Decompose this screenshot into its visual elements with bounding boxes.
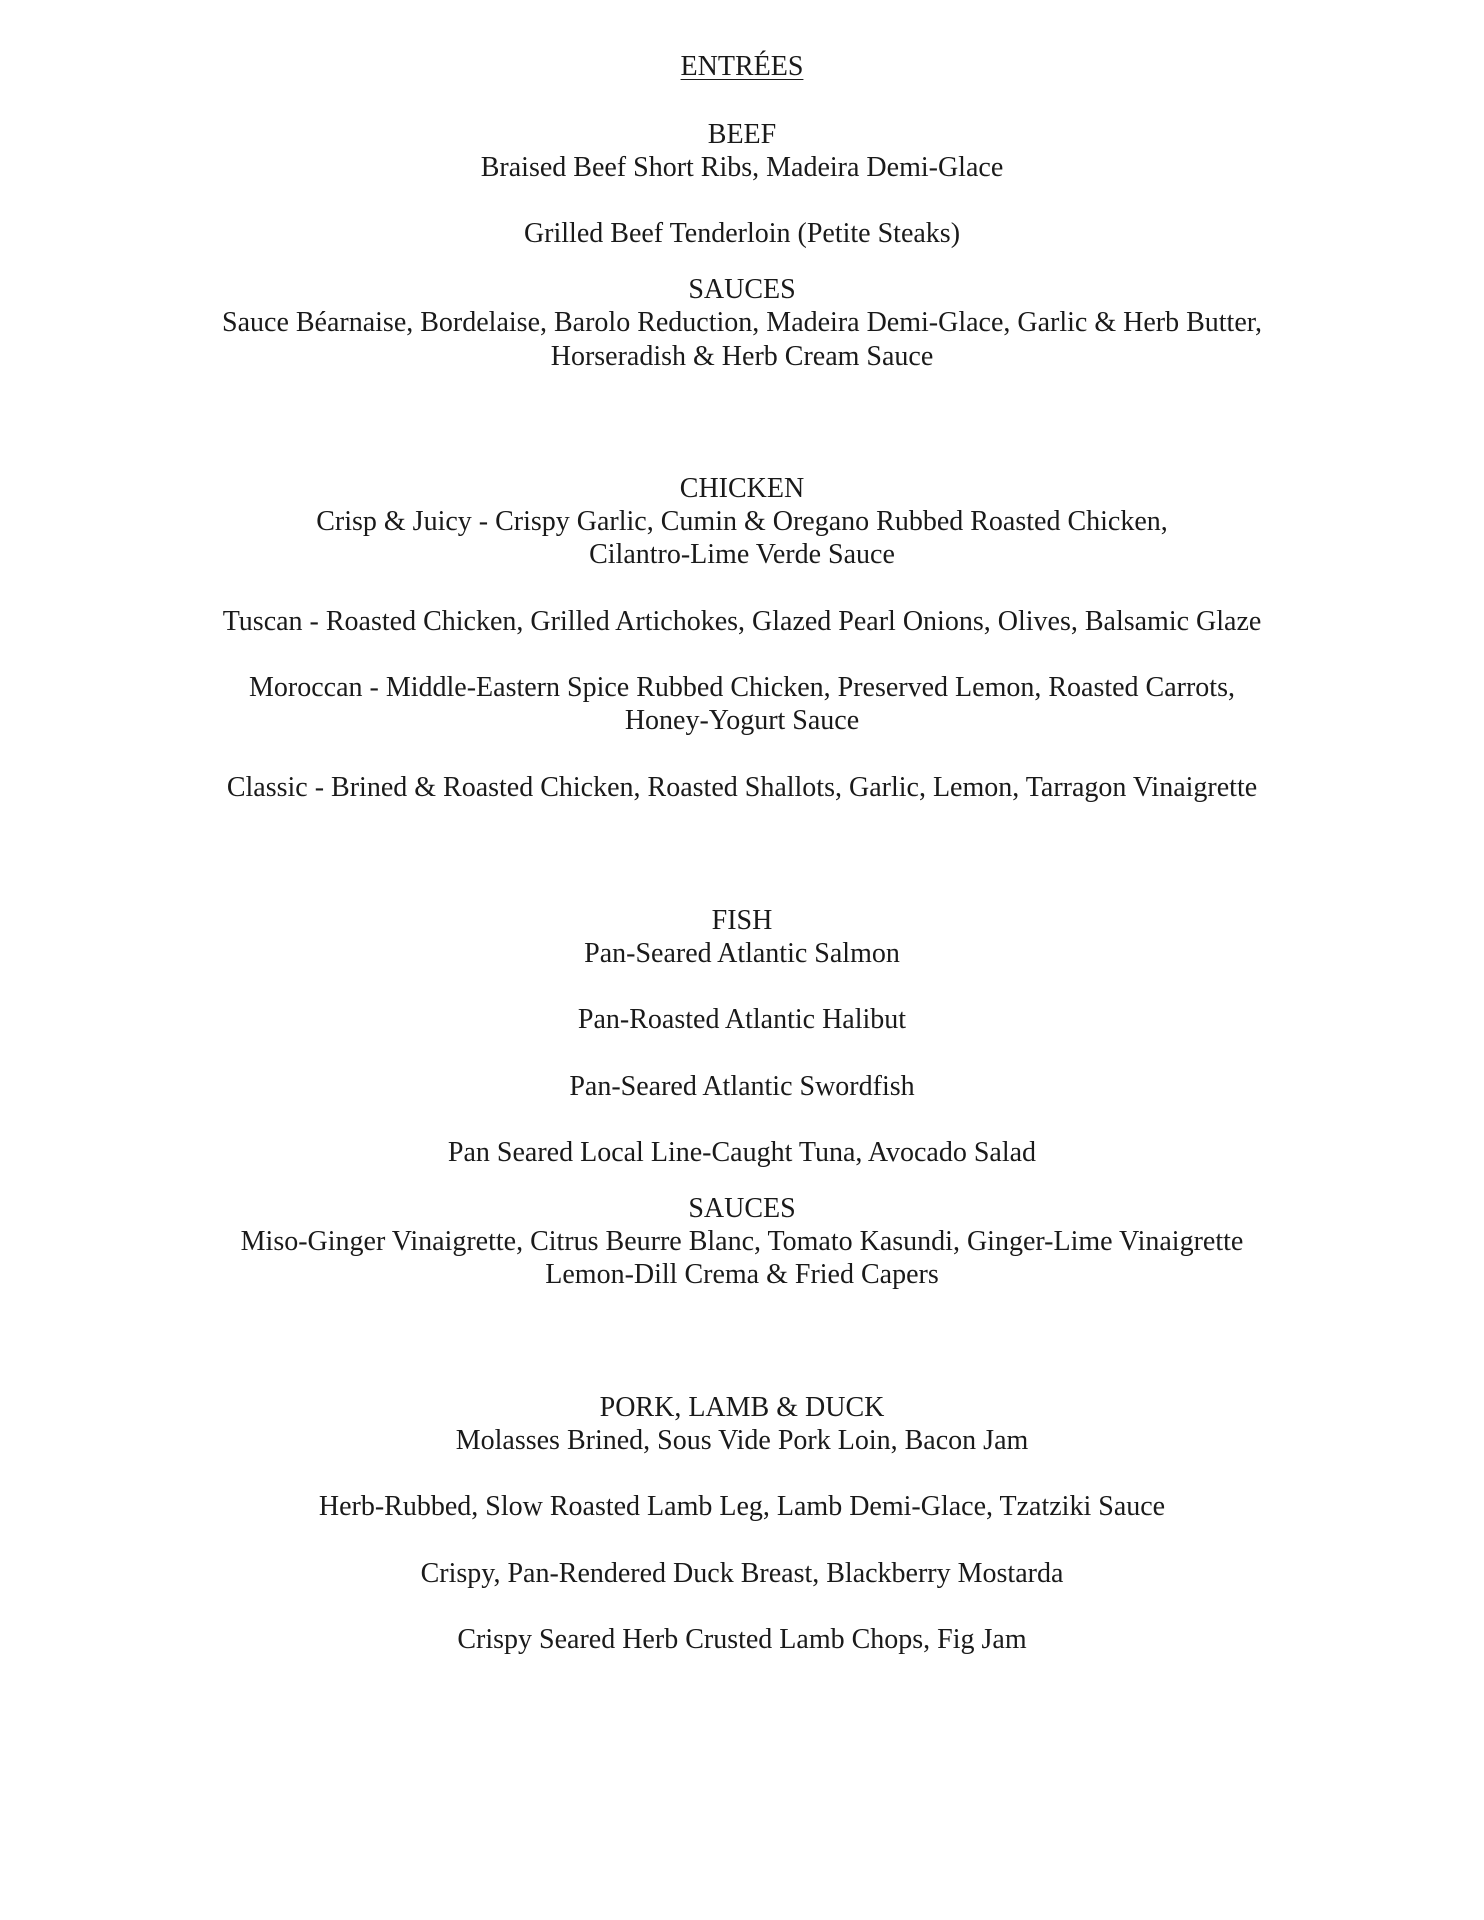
fish-heading: FISH [711, 905, 773, 936]
beef-heading: BEEF [707, 119, 777, 150]
chicken-item: Honey-Yogurt Sauce [624, 705, 860, 736]
pork-lamb-duck-item: Herb-Rubbed, Slow Roasted Lamb Leg, Lamb Demi-Glace, Tzatziki Sauce [318, 1491, 1166, 1522]
fish-sauces-heading: SAUCES [688, 1193, 796, 1224]
chicken-item: Moroccan - Middle-Eastern Spice Rubbed Chicken, Preserved Lemon, Roasted Carrots, [249, 672, 1235, 703]
fish-item: Pan-Seared Atlantic Swordfish [569, 1071, 915, 1102]
beef-sauces-heading: SAUCES [688, 274, 796, 305]
pork-lamb-duck-item: Crispy, Pan-Rendered Duck Breast, Blackberry Mostarda [420, 1558, 1064, 1589]
page-title: ENTRÉES [680, 51, 804, 82]
pork-lamb-duck-heading: PORK, LAMB & DUCK [599, 1392, 885, 1423]
pork-lamb-duck-item: Molasses Brined, Sous Vide Pork Loin, Bacon Jam [455, 1425, 1029, 1456]
fish-item: Pan Seared Local Line-Caught Tuna, Avocado Salad [447, 1137, 1037, 1168]
pork-lamb-duck-item: Crispy Seared Herb Crusted Lamb Chops, Fig Jam [457, 1624, 1027, 1655]
chicken-item: Tuscan - Roasted Chicken, Grilled Artichokes, Glazed Pearl Onions, Olives, Balsamic Glaze [222, 606, 1262, 637]
chicken-item: Classic - Brined & Roasted Chicken, Roasted Shallots, Garlic, Lemon, Tarragon Vinaigrette [226, 772, 1258, 803]
beef-item: Grilled Beef Tenderloin (Petite Steaks) [523, 218, 961, 249]
fish-sauces-line: Miso-Ginger Vinaigrette, Citrus Beurre Blanc, Tomato Kasundi, Ginger-Lime Vinaigrette [240, 1226, 1244, 1257]
chicken-item: Cilantro-Lime Verde Sauce [589, 539, 895, 570]
chicken-heading: CHICKEN [679, 473, 805, 504]
beef-sauces-line: Horseradish & Herb Cream Sauce [550, 341, 934, 372]
beef-item: Braised Beef Short Ribs, Madeira Demi-Glace [480, 152, 1004, 183]
fish-sauces-line: Lemon-Dill Crema & Fried Capers [545, 1259, 939, 1290]
beef-sauces-line: Sauce Béarnaise, Bordelaise, Barolo Reduction, Madeira Demi-Glace, Garlic & Herb Butter, [222, 307, 1262, 338]
fish-item: Pan-Roasted Atlantic Halibut [577, 1004, 907, 1035]
fish-item: Pan-Seared Atlantic Salmon [584, 938, 900, 969]
chicken-item: Crisp & Juicy - Crispy Garlic, Cumin & Oregano Rubbed Roasted Chicken, [316, 506, 1168, 537]
